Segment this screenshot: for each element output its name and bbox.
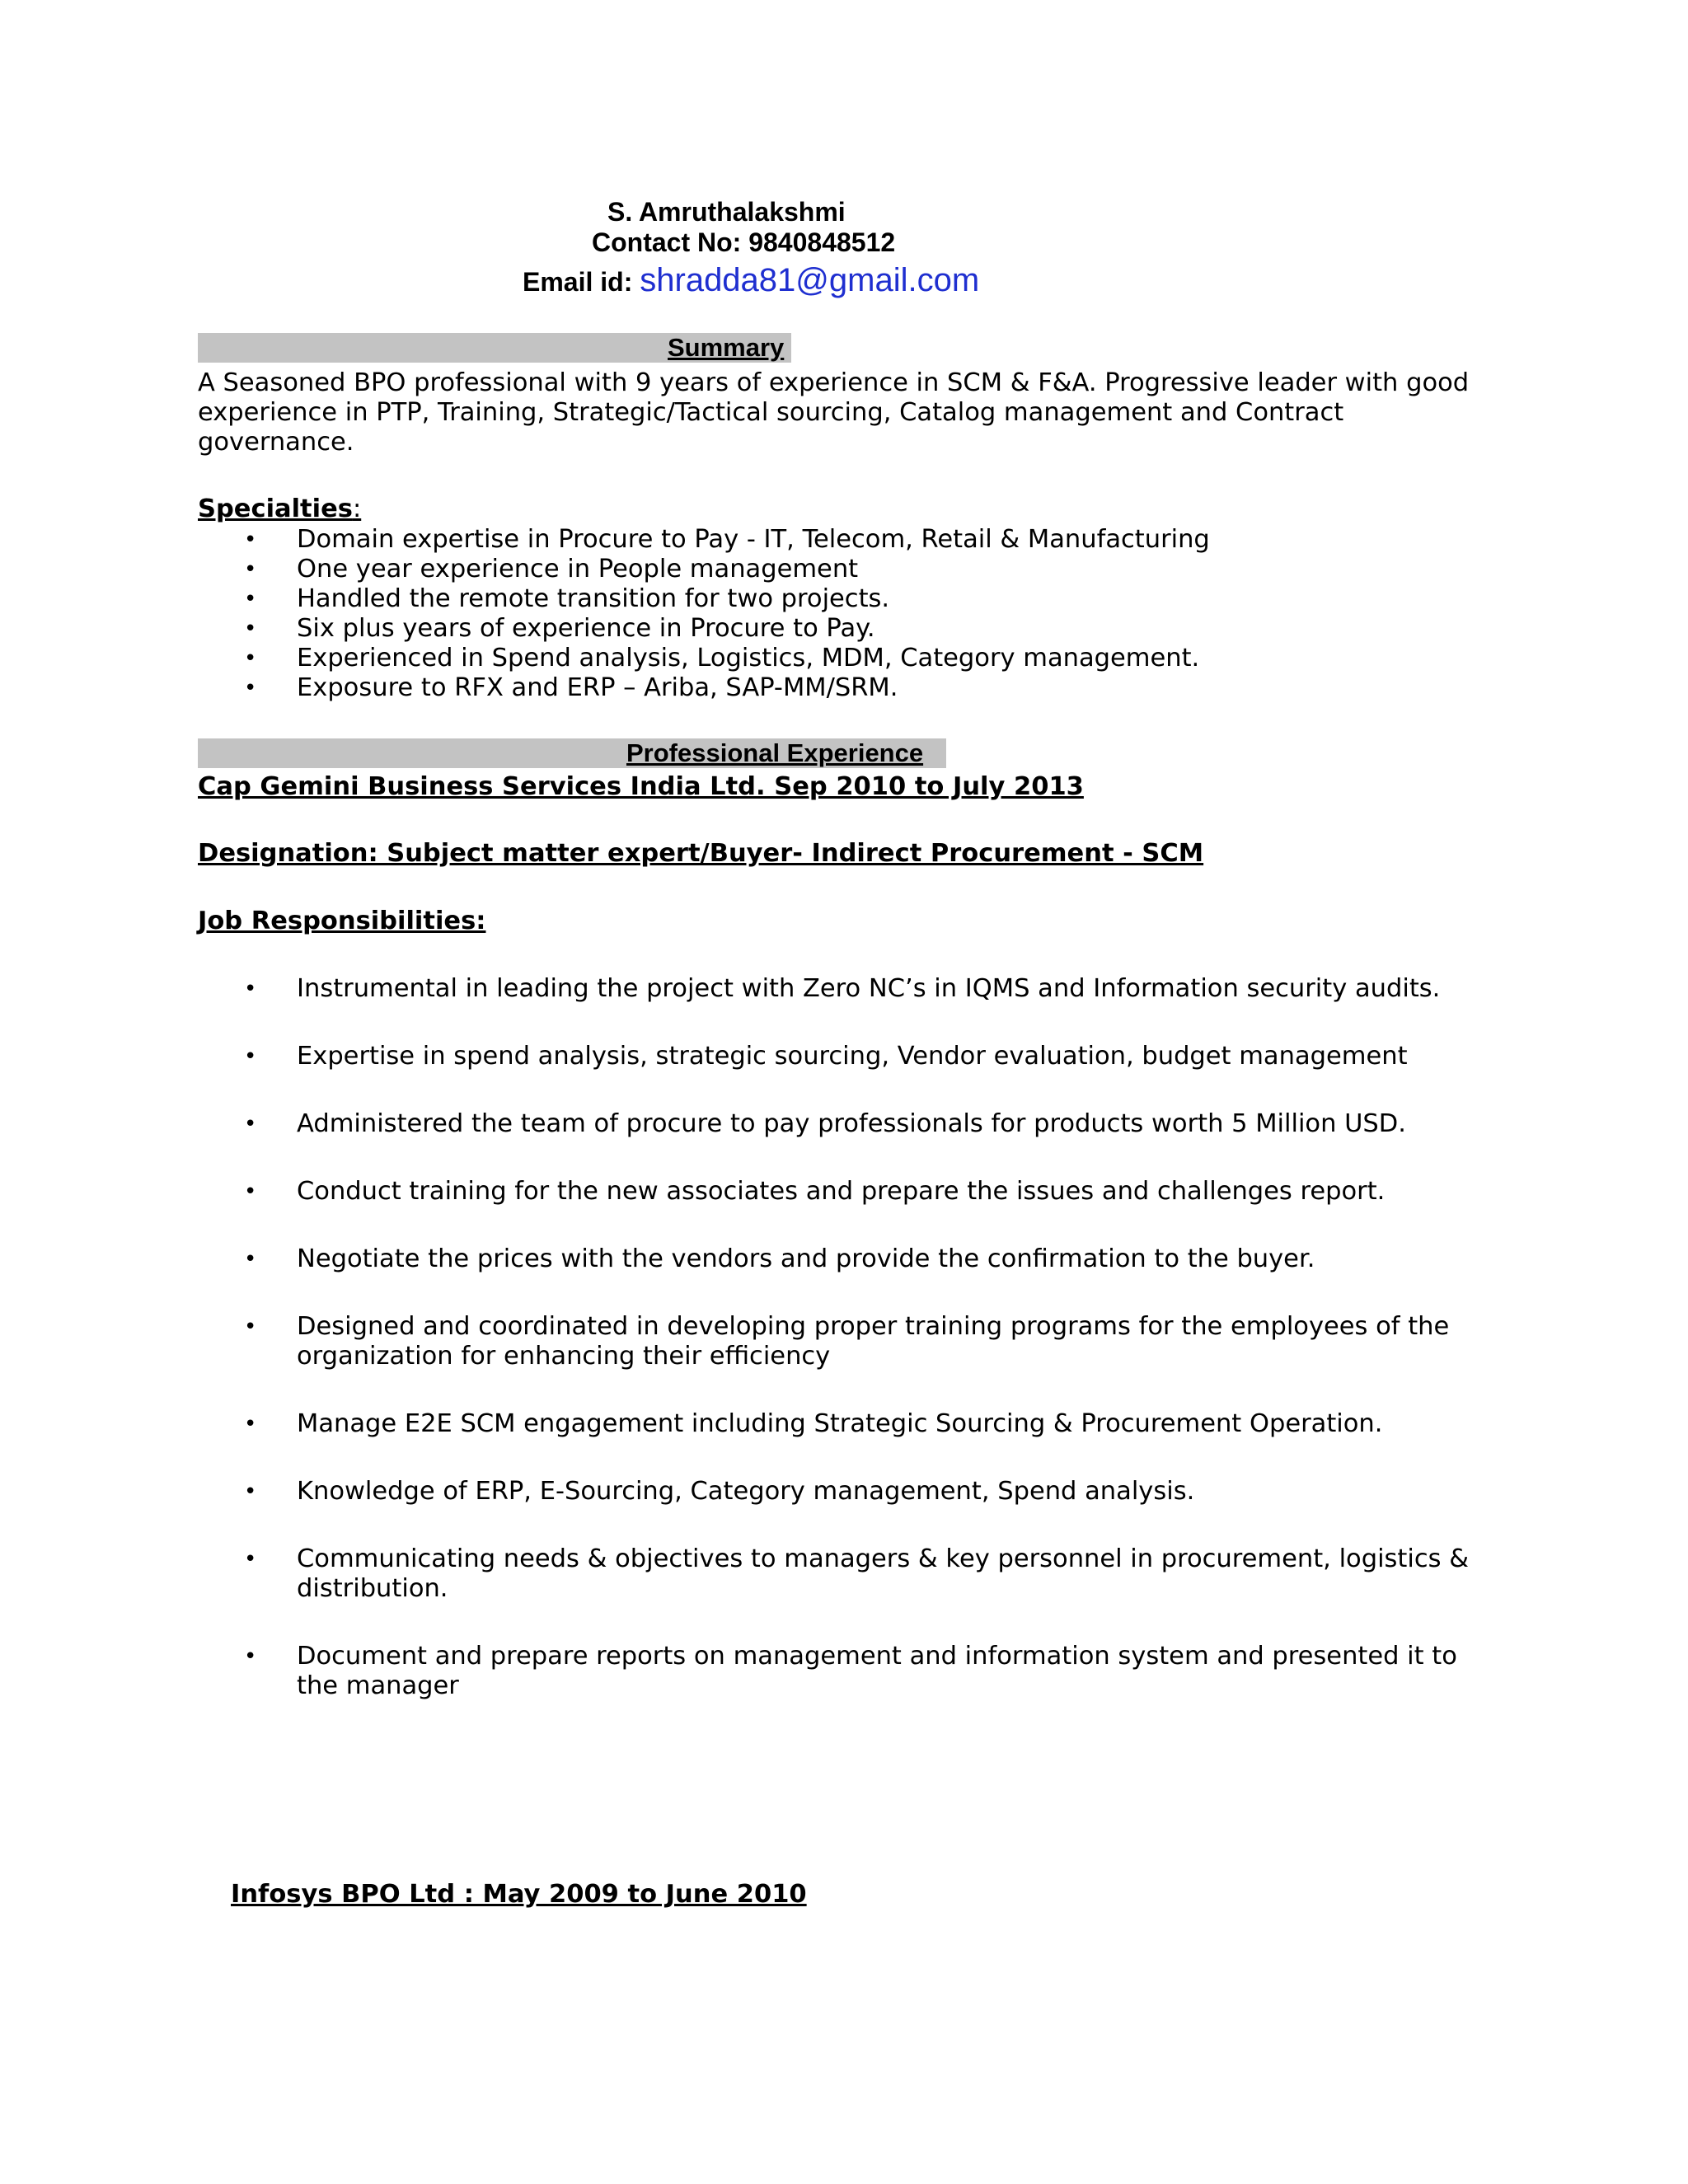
bullet-icon: • (244, 1179, 257, 1204)
bullet-icon: • (244, 1044, 257, 1069)
list-item: • Document and prepare reports on management and information system and presented it to the manager (244, 1642, 1457, 1700)
bullet-icon: • (244, 977, 257, 1001)
responsibilities-title: Job Responsibilities: (198, 907, 486, 935)
list-item: • Experienced in Spend analysis, Logistics, MDM, Category management. (244, 644, 1200, 673)
bullet-icon: • (244, 1644, 257, 1669)
company-2: Infosys BPO Ltd : May 2009 to June 2010 (231, 1880, 807, 1909)
bullet-icon: • (244, 1112, 257, 1137)
bullet-icon: • (244, 646, 257, 671)
responsibilities-list (198, 974, 1484, 1739)
list-item: • Exposure to RFX and ERP – Ariba, SAP-MM/SRM. (244, 673, 898, 702)
list-item: • Six plus years of experience in Procure to Pay. (244, 614, 875, 643)
specialties-colon: : (352, 494, 362, 523)
list-item: • Expertise in spend analysis, strategic sourcing, Vendor evaluation, budget management (244, 1042, 1408, 1071)
designation: Designation: Subject matter expert/Buyer- Indirect Procurement - SCM (198, 839, 1204, 868)
summary-text: A Seasoned BPO professional with 9 years of experience in SCM & F&A. Progressive leader with good experience in PTP, Training, Strategic/Tactical sourcing, Catalog management and Contract governance. (198, 368, 1470, 457)
bullet-icon: • (244, 616, 257, 641)
list-item: • Domain expertise in Procure to Pay - IT, Telecom, Retail & Manufacturing (244, 525, 1210, 554)
email-line (523, 262, 980, 298)
bullet-icon: • (244, 1412, 257, 1436)
specialties-title (198, 494, 361, 524)
list-item: • Designed and coordinated in developing proper training programs for the employees of the organization for enhancing their efficiency (244, 1312, 1450, 1371)
summary-title: Summary (668, 333, 785, 362)
list-item: • Manage E2E SCM engagement including Strategic Sourcing & Procurement Operation. (244, 1409, 1383, 1438)
email-link[interactable]: shradda81@gmail.com (640, 262, 980, 298)
candidate-name: S. Amruthalakshmi (607, 197, 846, 227)
list-item: • Communicating needs & objectives to managers & key personnel in procurement, logistics & distribution. (244, 1544, 1470, 1603)
list-item: • Conduct training for the new associates and prepare the issues and challenges report. (244, 1177, 1386, 1206)
bullet-icon: • (244, 1247, 257, 1272)
list-item: • Instrumental in leading the project with Zero NC’s in IQMS and Information security audits. (244, 974, 1441, 1003)
bullet-icon: • (244, 557, 257, 582)
bullet-icon: • (244, 587, 257, 612)
list-item: • Knowledge of ERP, E-Sourcing, Category management, Spend analysis. (244, 1477, 1195, 1506)
specialties-label: Specialties (198, 494, 353, 523)
contact-number: Contact No: 9840848512 (592, 227, 896, 257)
bullet-icon: • (244, 1315, 257, 1339)
bullet-icon: • (244, 1479, 257, 1504)
list-item: • One year experience in People management (244, 555, 859, 583)
company-1: Cap Gemini Business Services India Ltd. Sep 2010 to July 2013 (198, 772, 1084, 801)
experience-title: Professional Experience (626, 738, 924, 767)
list-item: • Negotiate the prices with the vendors and provide the confirmation to the buyer. (244, 1244, 1315, 1273)
specialties-list (198, 525, 1484, 703)
list-item: • Handled the remote transition for two projects. (244, 584, 890, 613)
list-item: • Administered the team of procure to pay professionals for products worth 5 Million USD. (244, 1109, 1406, 1138)
email-label: Email id: (523, 267, 633, 297)
bullet-icon: • (244, 1547, 257, 1572)
bullet-icon: • (244, 676, 257, 701)
bullet-icon: • (244, 527, 257, 552)
